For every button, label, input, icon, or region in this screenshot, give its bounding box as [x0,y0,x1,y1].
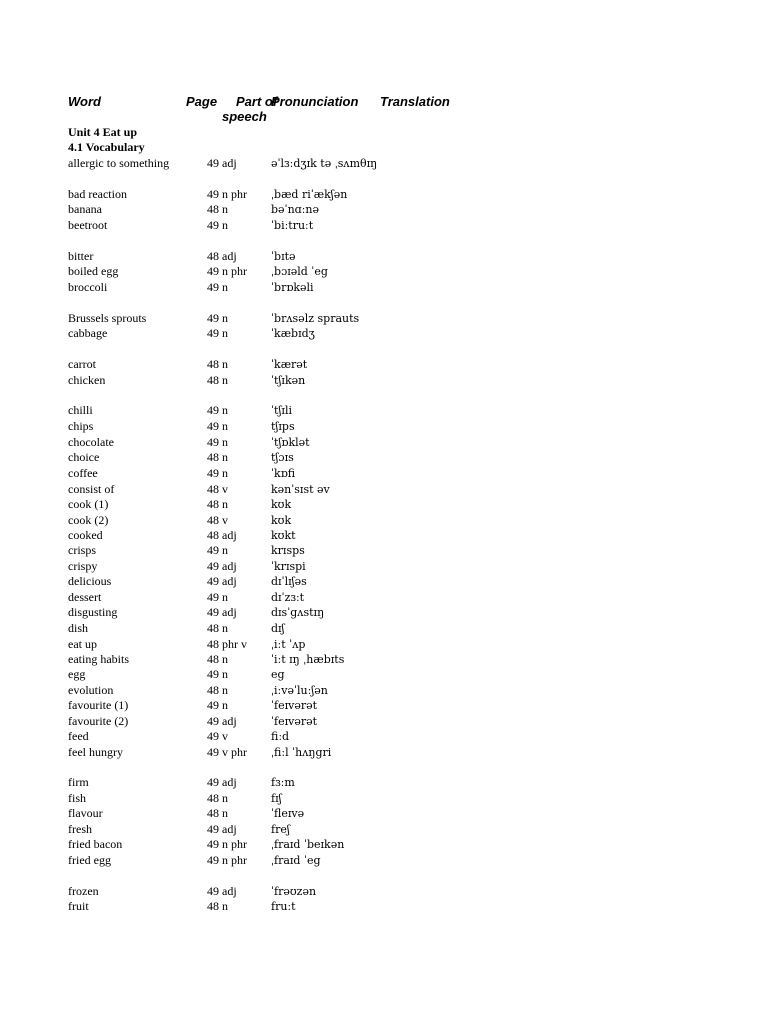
entry-word: cabbage [68,326,108,340]
entry-page-pos: 49 n [207,280,228,294]
entry-pronunciation: ˈfeɪvərət [271,699,318,712]
entry-pronunciation: ˌfiːl ˈhʌŋgri [271,746,332,759]
entry-page-pos: 48 adj [207,528,237,542]
entry-pronunciation: ˈkɒfi [271,467,296,480]
entry-pronunciation: ˈfeɪvərət [271,715,318,728]
list-item [0,357,768,372]
entry-word: delicious [68,574,112,588]
list-item [0,729,768,744]
unit-title: Unit 4 Eat up [68,125,138,139]
entry-page-pos: 49 n [207,403,228,417]
entry-pronunciation: eg [271,668,285,681]
entry-word: bad reaction [68,187,127,201]
list-item [0,156,768,171]
header-pronunciation: Pronunciation [271,94,359,109]
entry-pronunciation: ˈiːt ɪŋ ˌhæbɪts [271,653,345,666]
entry-page-pos: 48 n [207,497,228,511]
list-item [0,280,768,295]
entry-word: chilli [68,403,93,417]
entry-pronunciation: krɪsps [271,544,305,557]
entry-pronunciation: tʃɪps [271,420,295,433]
entry-page-pos: 48 n [207,202,228,216]
entry-page-pos: 48 n [207,791,228,805]
list-item [0,714,768,729]
entry-word: firm [68,775,89,789]
entry-page-pos: 49 adj [207,156,237,170]
entry-pronunciation: kʊk [271,514,292,527]
entry-word: feed [68,729,89,743]
entry-pronunciation: dɪˈzɜːt [271,591,305,604]
entry-page-pos: 49 v [207,729,228,743]
list-item [0,652,768,667]
entry-pronunciation: freʃ [271,823,290,836]
list-item [0,450,768,465]
list-item [0,559,768,574]
entry-page-pos: 49 n phr [207,853,247,867]
entry-word: Brussels sprouts [68,311,147,325]
entry-page-pos: 49 n phr [207,837,247,851]
entry-word: broccoli [68,280,108,294]
list-item [0,482,768,497]
entry-pronunciation: ˈfrəʊzən [271,885,317,898]
header-page: Page [186,94,218,109]
entry-page-pos: 49 n [207,667,228,681]
list-item [0,403,768,418]
entry-pronunciation: tʃɔɪs [271,451,294,464]
entry-pronunciation: əˈlɜːdʒɪk tə ˌsʌmθɪŋ [271,157,378,170]
entry-page-pos: 48 phr v [207,637,247,651]
entry-pronunciation: kʊk [271,498,292,511]
list-item [0,466,768,481]
section-title: 4.1 Vocabulary [68,140,145,154]
entry-pronunciation: ˈbrʌsəlz sprauts [271,312,360,325]
list-item [0,326,768,341]
entry-word: consist of [68,482,115,496]
list-item [0,311,768,326]
entry-page-pos: 49 adj [207,574,237,588]
entry-pronunciation: fruːt [271,900,296,913]
entry-word: frozen [68,884,99,898]
entry-word: egg [68,667,86,681]
list-item [0,373,768,388]
entry-word: fresh [68,822,92,836]
list-item [0,187,768,202]
list-item [0,683,768,698]
list-item [0,249,768,264]
list-item [0,605,768,620]
list-item [0,543,768,558]
entry-word: coffee [68,466,98,480]
entry-word: feel hungry [68,745,123,759]
entry-page-pos: 49 adj [207,605,237,619]
entry-word: beetroot [68,218,108,232]
entry-pronunciation: ˈkærət [271,358,308,371]
entry-page-pos: 49 adj [207,559,237,573]
entry-word: flavour [68,806,103,820]
entry-pronunciation: kənˈsɪst əv [271,483,330,496]
header-part-of-speech-line1: Part of [236,94,278,109]
entry-page-pos: 49 n [207,435,228,449]
entry-word: disgusting [68,605,118,619]
entry-pronunciation: ˈkrɪspi [271,560,306,573]
entry-pronunciation: ˈfleɪvə [271,807,305,820]
entry-word: eating habits [68,652,129,666]
entry-pronunciation: ˈtʃɒklət [271,436,310,449]
entry-page-pos: 48 n [207,373,228,387]
entry-word: boiled egg [68,264,119,278]
entry-pronunciation: ˌfraɪd ˈeg [271,854,321,867]
entry-pronunciation: ˈtʃɪli [271,404,292,417]
entry-word: chocolate [68,435,114,449]
entry-page-pos: 49 adj [207,775,237,789]
entry-page-pos: 49 n [207,698,228,712]
header-part-of-speech-line2: speech [222,109,267,124]
list-item [0,698,768,713]
entry-word: chips [68,419,94,433]
entry-page-pos: 48 v [207,482,228,496]
header-translation: Translation [380,94,450,109]
entry-page-pos: 49 adj [207,884,237,898]
entry-pronunciation: ˌbæd riˈækʃən [271,188,348,201]
entry-word: crisps [68,543,96,557]
entry-word: cook (2) [68,513,109,527]
list-item [0,899,768,914]
entry-word: fruit [68,899,89,913]
list-item [0,497,768,512]
entry-page-pos: 49 n [207,311,228,325]
list-item [0,806,768,821]
entry-word: allergic to something [68,156,170,170]
entry-pronunciation: ˈbrɒkəli [271,281,314,294]
entry-pronunciation: fɪʃ [271,792,282,805]
list-item [0,884,768,899]
entry-page-pos: 49 n [207,543,228,557]
entry-page-pos: 49 n [207,218,228,232]
list-item [0,853,768,868]
entry-word: banana [68,202,102,216]
entry-page-pos: 49 n [207,326,228,340]
entry-page-pos: 48 v [207,513,228,527]
entry-word: fried egg [68,853,111,867]
entry-word: dish [68,621,89,635]
entry-pronunciation: fɜːm [271,776,295,789]
entry-word: fish [68,791,86,805]
entry-page-pos: 49 n [207,419,228,433]
entry-pronunciation: fiːd [271,730,290,743]
entry-word: carrot [68,357,96,371]
list-item [0,590,768,605]
list-item [0,621,768,636]
list-item [0,667,768,682]
list-item [0,745,768,760]
list-item [0,419,768,434]
list-item [0,202,768,217]
list-item [0,218,768,233]
entry-page-pos: 49 adj [207,714,237,728]
list-item [0,637,768,652]
entry-pronunciation: dɪˈlɪʃəs [271,575,307,588]
header-word: Word [68,94,101,109]
entry-page-pos: 49 n phr [207,187,247,201]
entry-pronunciation: kʊkt [271,529,296,542]
entry-pronunciation: bəˈnɑːnə [271,203,320,216]
entry-word: cook (1) [68,497,109,511]
list-item [0,264,768,279]
entry-pronunciation: ˈkæbɪdʒ [271,327,315,340]
entry-page-pos: 48 n [207,450,228,464]
entry-word: fried bacon [68,837,123,851]
list-item [0,837,768,852]
entry-pronunciation: dɪsˈgʌstɪŋ [271,606,325,619]
entry-pronunciation: ˌiːt ˈʌp [271,638,306,651]
entry-page-pos: 48 n [207,621,228,635]
entry-word: eat up [68,637,97,651]
entry-word: evolution [68,683,114,697]
entry-page-pos: 49 n [207,590,228,604]
entry-pronunciation: ˌbɔɪəld ˈeg [271,265,328,278]
entry-pronunciation: ˌiːvəˈluːʃən [271,684,328,697]
entry-page-pos: 48 n [207,806,228,820]
list-item [0,822,768,837]
entry-page-pos: 48 n [207,899,228,913]
entry-word: cooked [68,528,103,542]
list-item [0,791,768,806]
entry-page-pos: 48 n [207,652,228,666]
entry-page-pos: 48 n [207,683,228,697]
list-item [0,574,768,589]
entry-pronunciation: ˌfraɪd ˈbeɪkən [271,838,345,851]
list-item [0,513,768,528]
entry-word: bitter [68,249,94,263]
entry-pronunciation: ˈtʃɪkən [271,374,306,387]
entry-page-pos: 49 n phr [207,264,247,278]
entry-word: crispy [68,559,98,573]
entry-pronunciation: ˈbiːtruːt [271,219,314,232]
entry-page-pos: 49 v phr [207,745,247,759]
list-item [0,528,768,543]
entry-word: chicken [68,373,106,387]
list-item [0,435,768,450]
entry-page-pos: 48 n [207,357,228,371]
entry-page-pos: 49 n [207,466,228,480]
entry-pronunciation: dɪʃ [271,622,285,635]
entry-word: choice [68,450,100,464]
entry-pronunciation: ˈbɪtə [271,250,296,263]
entry-word: dessert [68,590,102,604]
entry-word: favourite (2) [68,714,129,728]
list-item [0,775,768,790]
entry-page-pos: 48 adj [207,249,237,263]
entry-page-pos: 49 adj [207,822,237,836]
entry-word: favourite (1) [68,698,129,712]
